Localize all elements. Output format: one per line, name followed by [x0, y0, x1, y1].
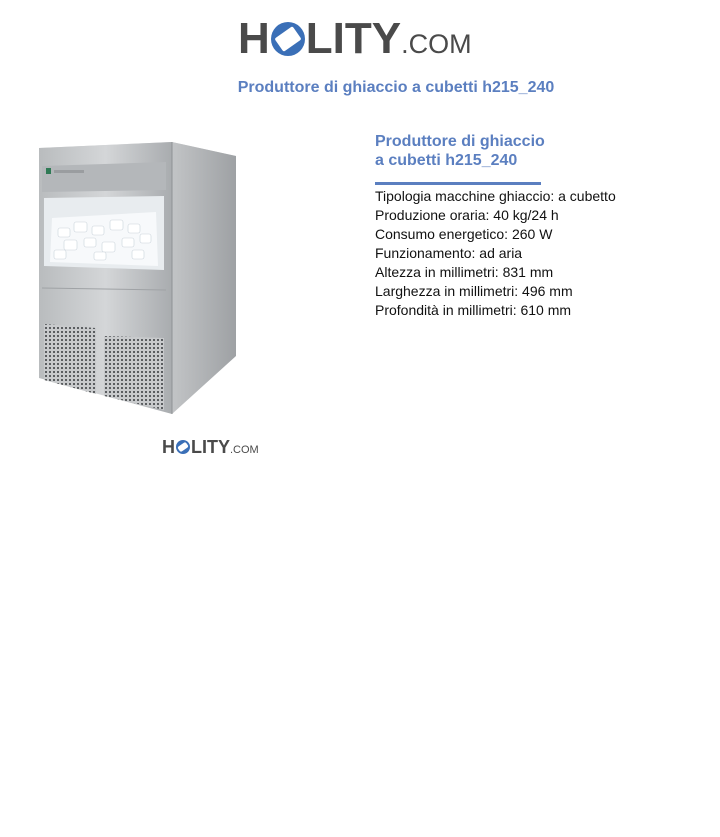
spec-item: Altezza in millimetri: 831 mm	[375, 264, 554, 280]
logo-o-icon	[271, 22, 305, 56]
watermark-text-lity: LITY	[191, 437, 230, 457]
spec-item: Profondità in millimetri: 610 mm	[375, 302, 572, 318]
logo-text-h: H	[238, 14, 270, 63]
ice-maker-image	[36, 138, 238, 418]
title-divider	[375, 182, 541, 185]
watermark-text-h: H	[162, 437, 175, 457]
product-title-line2: a cubetti h215_240	[375, 152, 518, 169]
page-title: Produttore di ghiaccio a cubetti h215_240	[237, 79, 555, 96]
spec-item: Consumo energetico: 260 W	[375, 226, 553, 242]
spec-item: Tipologia macchine ghiaccio: a cubetto	[375, 188, 616, 204]
watermark-o-icon	[176, 440, 190, 454]
logo-text-com: .COM	[401, 29, 472, 59]
ice-maker-icon	[36, 138, 238, 418]
product-title	[375, 132, 705, 170]
spec-item: Larghezza in millimetri: 496 mm	[375, 283, 573, 299]
product-title-line1: Produttore di ghiaccio	[375, 133, 545, 150]
holity-logo[interactable]	[238, 12, 483, 66]
product-watermark-logo	[162, 436, 259, 458]
watermark-text-com: .COM	[230, 444, 259, 456]
spec-item: Funzionamento: ad aria	[375, 245, 523, 261]
logo-text-lity: LITY	[305, 14, 402, 63]
product-details	[375, 132, 705, 320]
spec-item: Produzione oraria: 40 kg/24 h	[375, 207, 559, 223]
